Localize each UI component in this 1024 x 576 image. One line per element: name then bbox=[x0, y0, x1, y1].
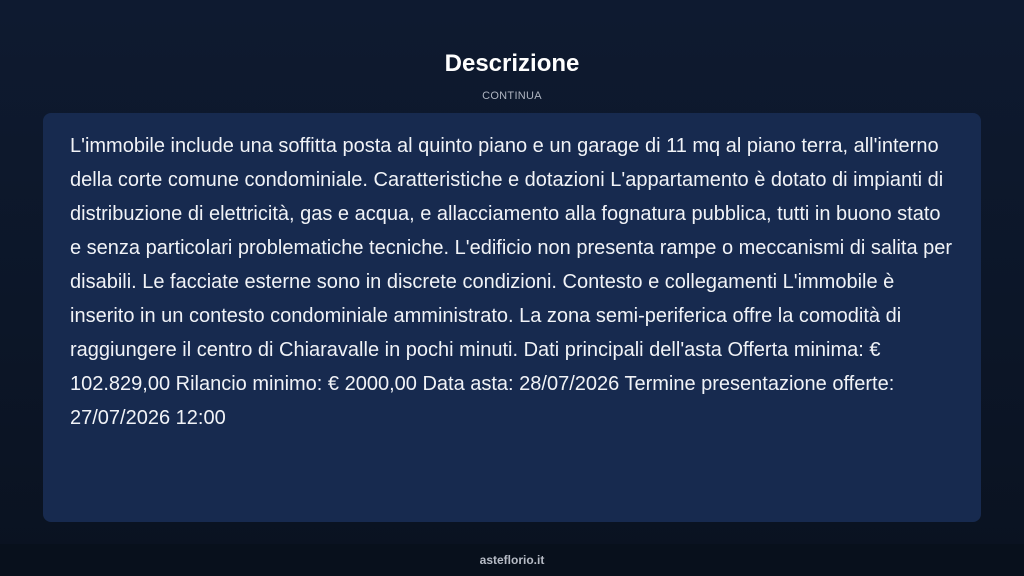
continua-label: CONTINUA bbox=[482, 90, 542, 102]
page-title: Descrizione bbox=[444, 50, 580, 77]
description-text: L'immobile include una soffitta posta al quinto piano e un garage di 11 mq al piano terra, all'interno della corte comune condominiale. Caratteristiche e dotazioni L'appartamento è dotato di impianti di distribuzione di elettricità, gas e acqua, e allacciamento alla fognatura pubblica, tutti in buono stato e senza particolari problematiche tecniche. L'edificio non presenta rampe o meccanismi di salita per disabili. Le facciate esterne sono in discrete condizioni. Contesto e collegamenti L'immobile è inserito in un contesto condominiale amministrato. La zona semi-periferica offre la comodità di raggiungere il centro di Chiaravalle in pochi minuti. Dati principali dell'asta Offerta minima: € 102.829,00 Rilancio minimo: € 2000,00 Data asta: 28/07/2026 Termine presentazione offerte: 27/07/2026 12:00 bbox=[70, 135, 953, 429]
description-card bbox=[43, 113, 981, 522]
footer-bar bbox=[0, 544, 1024, 576]
site-name: asteflorio.it bbox=[479, 553, 545, 567]
